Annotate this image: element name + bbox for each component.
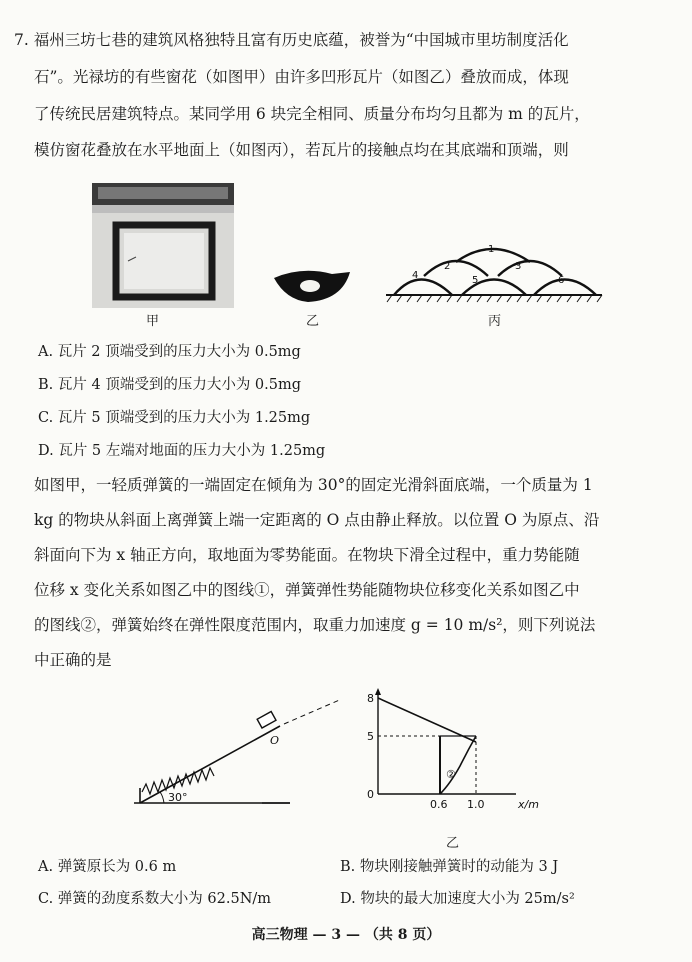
concave-tile-image xyxy=(272,264,352,304)
incline-spring-figure xyxy=(130,700,350,816)
q7-option-a: A. 瓦片 2 顶端受到的压力大小为 0.5mg xyxy=(38,344,301,360)
q8-option-b: B. 物块刚接触弹簧时的动能为 3 J xyxy=(340,859,559,875)
q8-line-2: kg 的物块从斜面上离弹簧上端一定距离的 O 点由静止释放。以位置 O 为原点、沿 xyxy=(34,511,600,529)
y-tick-0: 0 xyxy=(367,788,374,801)
q8-option-c: C. 弹簧的劲度系数大小为 62.5N/m xyxy=(38,891,272,907)
x-tick-1-0: 1.0 xyxy=(467,798,485,811)
tile-6-arc xyxy=(534,280,596,296)
q8-line-3: 斜面向下为 x 轴正方向，取地面为零势能面。在物块下滑全过程中，重力势能随 xyxy=(34,546,580,564)
q7-option-d: D. 瓦片 5 左端对地面的压力大小为 1.25mg xyxy=(38,443,326,459)
tile-2-number: 2 xyxy=(444,261,451,272)
energy-graph-figure xyxy=(364,686,564,820)
incline-angle-label: 30° xyxy=(168,791,188,804)
q7-line-3: 了传统民居建筑特点。某同学用 6 块完全相同、质量分布均匀且都为 m 的瓦片， xyxy=(34,105,590,123)
tile-2-arc xyxy=(424,261,488,276)
origin-o-label: O xyxy=(270,734,280,747)
q8-line-1: 如图甲，一轻质弹簧的一端固定在倾角为 30°的固定光滑斜面底端，一个质量为 1 xyxy=(34,476,593,494)
q7-line-2: 石”。光禄坊的有些窗花（如图甲）由许多凹形瓦片（如图乙）叠放而成，体现 xyxy=(34,68,569,86)
window-photo-figure xyxy=(92,183,234,312)
q8-line-4: 位移 x 变化关系如图乙中的图线①，弹簧弹性势能随物块位移变化关系如图乙中 xyxy=(34,581,580,599)
caption-yi: 乙 xyxy=(306,314,320,329)
window-photo-image xyxy=(92,183,234,308)
graph-line-2 xyxy=(440,736,476,794)
energy-graph xyxy=(364,686,564,816)
curve-label-2: ② xyxy=(446,768,456,781)
q8-line-5: 的图线②，弹簧始终在弹性限度范围内，取重力加速度 g = 10 m/s²，则下列说法 xyxy=(34,616,596,634)
y-tick-8: 8 xyxy=(367,692,374,705)
graph-caption-yi: 乙 xyxy=(446,836,460,851)
concave-tile-figure xyxy=(272,264,352,308)
stacked-tiles-diagram xyxy=(382,238,607,304)
x-tick-0-6: 0.6 xyxy=(430,798,448,811)
y-tick-5: 5 xyxy=(367,730,374,743)
tile-5-number: 5 xyxy=(472,275,479,286)
q8-option-d: D. 物块的最大加速度大小为 25m/s² xyxy=(340,891,575,907)
incline-spring-diagram xyxy=(130,700,350,812)
q8-line-6: 中正确的是 xyxy=(34,651,112,669)
x-axis-unit: x/m xyxy=(518,798,539,811)
tile-1-number: 1 xyxy=(488,244,495,255)
tile-3-number: 3 xyxy=(515,261,522,272)
stacked-tiles-figure xyxy=(382,238,607,308)
tile-3-arc xyxy=(498,261,562,276)
tile-4-arc xyxy=(394,280,452,296)
q8-option-a: A. 弹簧原长为 0.6 m xyxy=(38,859,177,875)
page-footer: 高三物理 — 3 — （共 8 页） xyxy=(251,927,441,943)
caption-bing: 丙 xyxy=(488,314,502,329)
q7-line-1: 7. 福州三坊七巷的建筑风格独特且富有历史底蕴，被誉为“中国城市里坊制度活化 xyxy=(14,31,569,49)
q7-option-b: B. 瓦片 4 顶端受到的压力大小为 0.5mg xyxy=(38,377,302,393)
q7-line-4: 模仿窗花叠放在水平地面上（如图丙），若瓦片的接触点均在其底端和顶端，则 xyxy=(34,141,569,159)
tile-6-number: 6 xyxy=(558,275,565,286)
caption-jia: 甲 xyxy=(146,314,160,329)
tile-4-number: 4 xyxy=(412,270,419,281)
q7-option-c: C. 瓦片 5 顶端受到的压力大小为 1.25mg xyxy=(38,410,311,426)
